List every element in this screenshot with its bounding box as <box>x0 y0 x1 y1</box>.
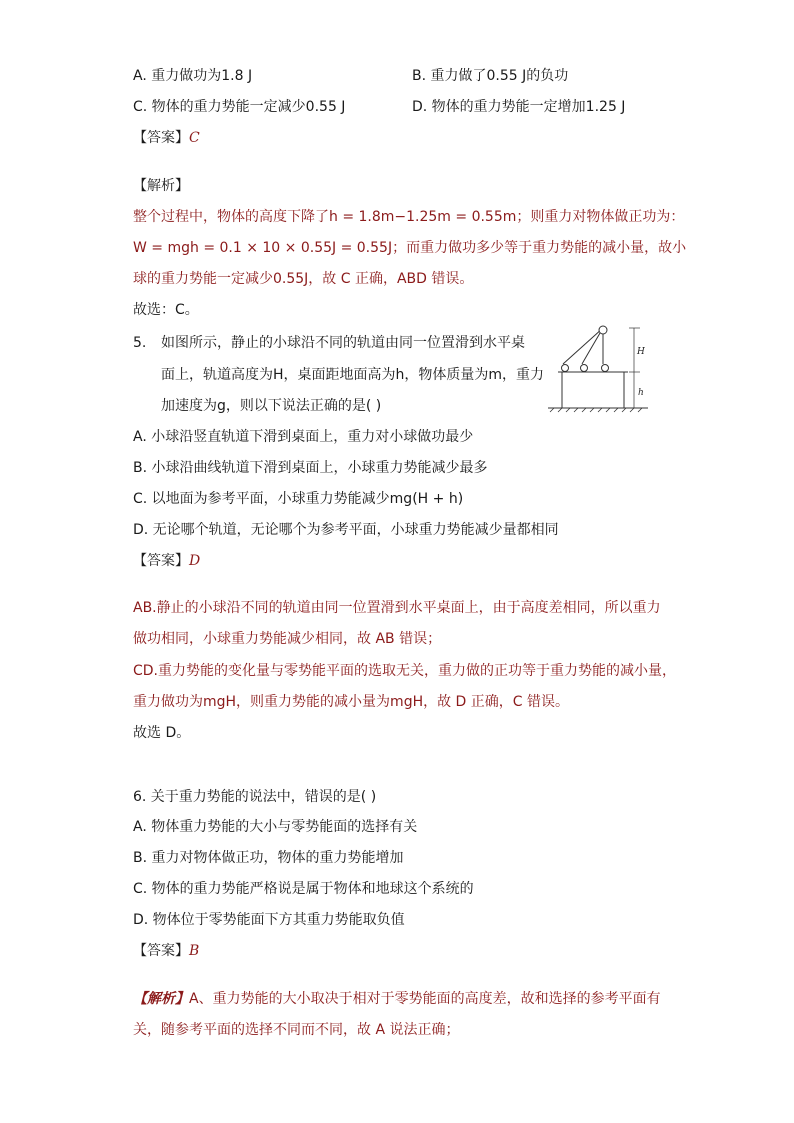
q5-choose: 故选 D。 <box>133 725 191 741</box>
q6-option-c: C. 物体的重力势能严格说是属于物体和地球这个系统的 <box>133 881 474 897</box>
label-h: h <box>638 388 644 398</box>
q6-option-a: A. 物体重力势能的大小与零势能面的选择有关 <box>133 819 418 835</box>
answer-value: B <box>189 943 200 959</box>
label-H: H <box>637 347 645 357</box>
q4-option-c: C. 物体的重力势能一定减少0.55 J <box>133 99 346 115</box>
q4-option-a: A. 重力做功为1.8 J <box>133 68 253 84</box>
q5-stem-line-1: 如图所示，静止的小球沿不同的轨道由同一位置滑到水平桌 <box>161 335 525 351</box>
q5-option-a: A. 小球沿竖直轨道下滑到桌面上，重力对小球做功最少 <box>133 429 474 445</box>
q5-number: 5. <box>133 335 147 351</box>
q6-analysis-line-2: 关，随参考平面的选择不同而不同，故 A 说法正确； <box>133 1022 460 1038</box>
q6-stem: 6. 关于重力势能的说法中，错误的是( ) <box>133 789 377 805</box>
q6-option-d: D. 物体位于零势能面下方其重力势能取负值 <box>133 912 405 928</box>
q5-option-c: C. 以地面为参考平面，小球重力势能减少mg(H + h) <box>133 491 464 507</box>
q5-answer <box>133 551 200 571</box>
answer-value: C <box>189 130 200 146</box>
q4-option-b: B. 重力做了0.55 J的负功 <box>412 68 569 84</box>
ball-table-2 <box>581 365 588 372</box>
q5-option-b: B. 小球沿曲线轨道下滑到桌面上，小球重力势能减少最多 <box>133 460 488 476</box>
q4-answer <box>133 128 200 148</box>
analysis-label: 【解析】 <box>133 991 189 1007</box>
answer-label: 【答案】 <box>133 553 189 569</box>
q5-analysis-line-3: CD.重力势能的变化量与零势能平面的选取无关，重力做的正功等于重力势能的减小量， <box>133 663 677 679</box>
ball-start <box>599 326 607 334</box>
q4-analysis-line-3: 球的重力势能一定减少0.55J，故 C 正确，ABD 错误。 <box>133 271 474 287</box>
answer-label: 【答案】 <box>133 130 189 146</box>
q4-option-d: D. 物体的重力势能一定增加1.25 J <box>412 99 626 115</box>
q5-analysis-line-4: 重力做功为mgH，则重力势能的减小量为mgH，故 D 正确，C 错误。 <box>133 694 570 710</box>
q6-option-b: B. 重力对物体做正功，物体的重力势能增加 <box>133 850 404 866</box>
q4-analysis-label: 【解析】 <box>133 178 189 194</box>
analysis-text: A、重力势能的大小取决于相对于零势能面的高度差，故和选择的参考平面有 <box>189 991 661 1007</box>
q5-stem-line-3: 加速度为g，则以下说法正确的是( ) <box>161 398 382 414</box>
ball-table-3 <box>602 365 609 372</box>
q5-stem-line-2: 面上，轨道高度为H，桌面距地面高为h，物体质量为m，重力 <box>161 367 545 383</box>
ball-table-1 <box>562 365 569 372</box>
q5-option-d: D. 无论哪个轨道，无论哪个为参考平面，小球重力势能减少量都相同 <box>133 522 559 538</box>
q6-answer <box>133 941 199 961</box>
curve-track <box>582 328 603 364</box>
incline-track <box>563 328 603 364</box>
answer-label: 【答案】 <box>133 943 189 959</box>
answer-value: D <box>189 553 201 569</box>
q5-analysis-line-2: 做功相同，小球重力势能减少相同，故 AB 错误； <box>133 631 442 647</box>
track-diagram <box>546 322 650 418</box>
q4-analysis-line-1: 整个过程中，物体的高度下降了h = 1.8m−1.25m = 0.55m；则重力对物体做正功为： <box>133 209 685 225</box>
q5-analysis-line-1: AB.静止的小球沿不同的轨道由同一位置滑到水平桌面上，由于高度差相同，所以重力 <box>133 600 661 616</box>
q4-analysis-line-2: W = mgh = 0.1 × 10 × 0.55J = 0.55J；而重力做功多少等于重力势能的减小量，故小 <box>133 240 687 256</box>
q4-choose: 故选：C。 <box>133 302 199 318</box>
q6-analysis-line-1 <box>133 989 661 1009</box>
